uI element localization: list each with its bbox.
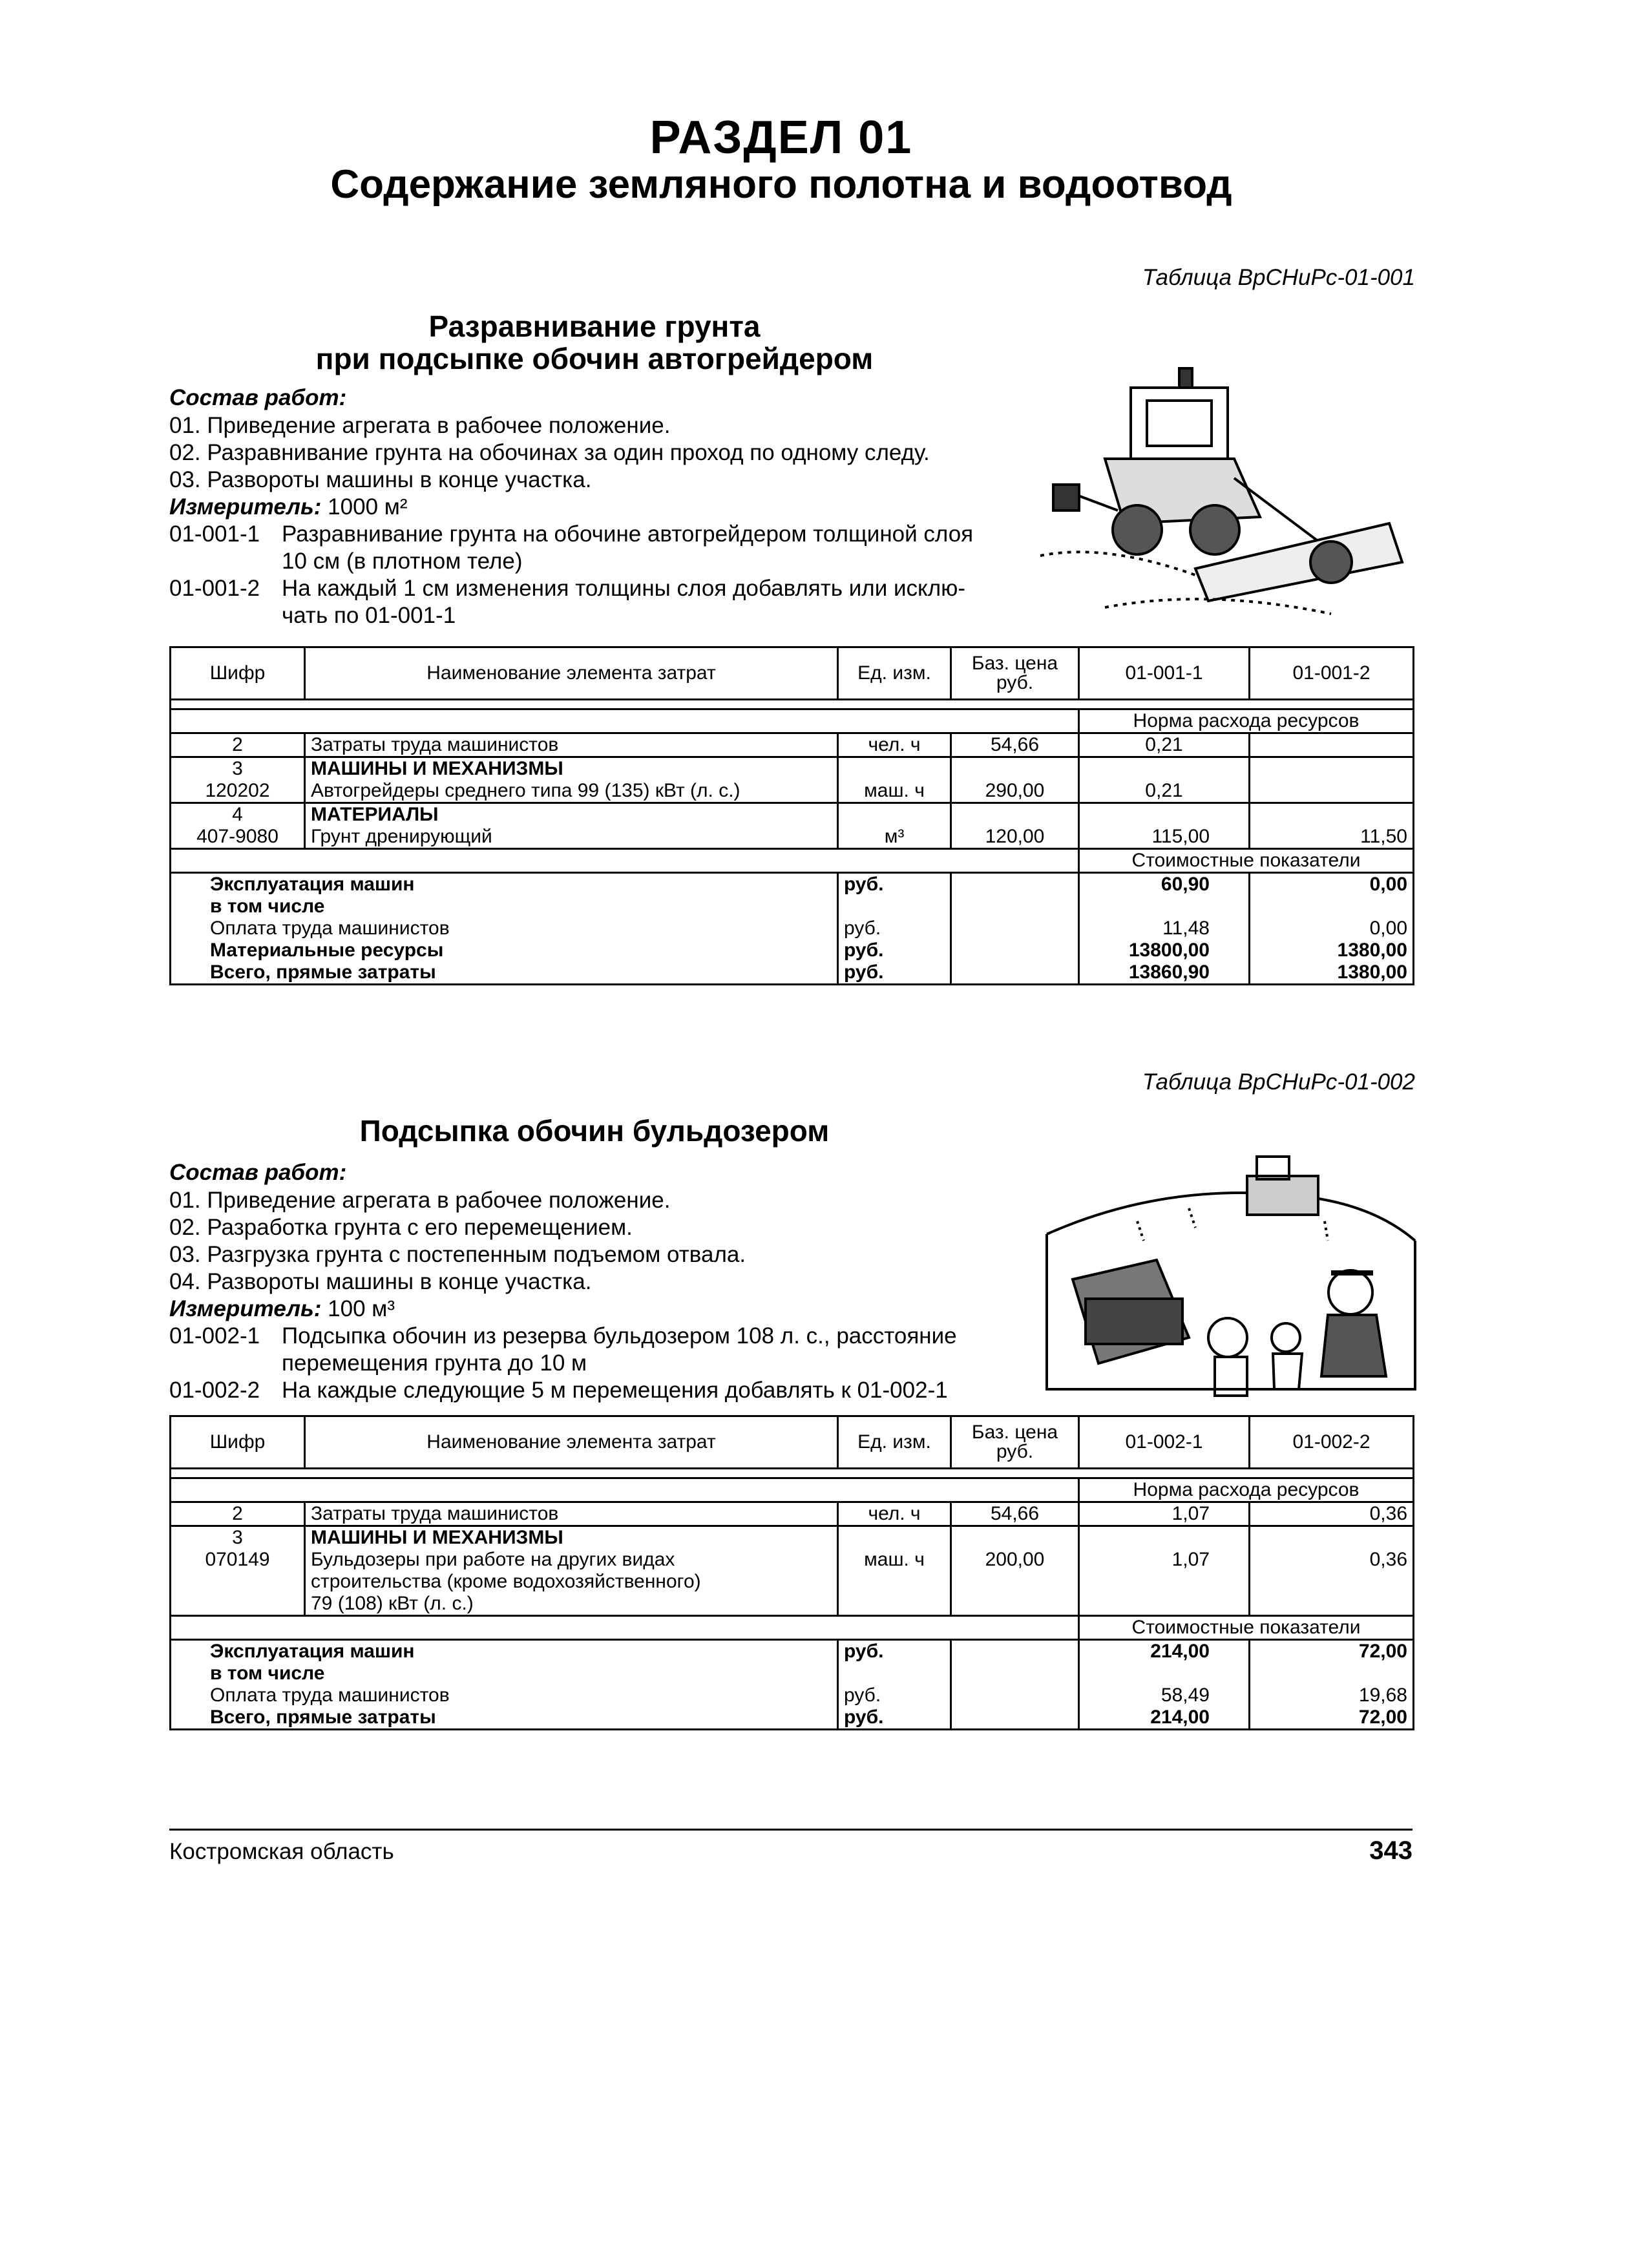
item-text-cont: 10 см (в плотном теле) — [282, 549, 523, 574]
norm-subheader: Норма расхода ресурсов — [1079, 709, 1414, 733]
motor-grader-illustration — [1027, 362, 1415, 633]
row-norm1: 0,21 — [1079, 733, 1250, 757]
row-name-line: Бульдозеры при работе на других видах — [311, 1549, 675, 1570]
summary-row — [171, 1663, 1414, 1685]
summary-price — [951, 918, 1079, 940]
row-name: Автогрейдеры среднего типа 99 (135) кВт (л. с.) — [305, 780, 838, 803]
summary-value2 — [1250, 896, 1414, 918]
work-composition-label: Состав работ: — [169, 385, 347, 410]
summary-row — [171, 873, 1414, 896]
item-01-002-1 — [169, 1323, 1074, 1377]
row-code: 070149 — [171, 1549, 305, 1616]
summary-label: Эксплуатация машин — [171, 1640, 838, 1663]
item-code: 01-002-2 — [169, 1378, 260, 1403]
summary-label: Оплата труда машинистов — [171, 918, 838, 940]
col-header-name: Наименование элемента затрат — [305, 647, 838, 700]
measure-line — [169, 1296, 395, 1323]
work-step: 03. Развороты машины в конце участка. — [169, 467, 592, 492]
row-name: Затраты труда машинистов — [305, 733, 838, 757]
summary-row-total — [171, 1706, 1414, 1730]
summary-label: Всего, прямые затраты — [171, 1706, 838, 1730]
table-header-row — [171, 1416, 1414, 1469]
summary-label: в том числе — [171, 896, 838, 918]
table-row — [171, 780, 1414, 803]
col-header-norm2: 01-001-2 — [1250, 647, 1414, 700]
row-price — [951, 757, 1079, 781]
row-name — [305, 1549, 838, 1616]
norms-table-01-001 — [169, 646, 1414, 985]
row-price — [951, 803, 1079, 826]
table-row — [171, 803, 1414, 826]
row-unit: чел. ч — [838, 1502, 951, 1526]
item-code: 01-001-2 — [169, 576, 260, 601]
row-code: 2 — [171, 1502, 305, 1526]
row-price: 200,00 — [951, 1549, 1079, 1616]
row-code: 3 — [171, 1526, 305, 1549]
row-unit: чел. ч — [838, 733, 951, 757]
blank-cell — [171, 709, 1079, 733]
work-step: 03. Разгрузка грунта с постепенным подъемом отвала. — [169, 1242, 746, 1267]
col-header-price: Баз. цена руб. — [951, 647, 1079, 700]
summary-value1: 13860,90 — [1079, 961, 1250, 985]
measure-label: Измеритель: — [169, 494, 322, 520]
summary-row-total — [171, 961, 1414, 985]
summary-row — [171, 918, 1414, 940]
summary-row — [171, 1640, 1414, 1663]
row-price — [951, 1526, 1079, 1549]
summary-unit: руб. — [838, 961, 951, 985]
row-name: Затраты труда машинистов — [305, 1502, 838, 1526]
summary-value2: 72,00 — [1250, 1706, 1414, 1730]
row-unit — [838, 757, 951, 781]
item-code: 01-001-1 — [169, 521, 260, 547]
spacer-row — [171, 700, 1414, 709]
summary-row — [171, 940, 1414, 961]
measure-line — [169, 494, 407, 521]
row-price: 54,66 — [951, 1502, 1079, 1526]
summary-price — [951, 1663, 1079, 1685]
cost-subheader: Стоимостные показатели — [1079, 849, 1414, 873]
col-header-name: Наименование элемента затрат — [305, 1416, 838, 1469]
norm-subheader: Норма расхода ресурсов — [1079, 1478, 1414, 1502]
summary-price — [951, 1685, 1079, 1706]
table-row — [171, 733, 1414, 757]
summary-unit: руб. — [838, 1706, 951, 1730]
summary-value1 — [1079, 1663, 1250, 1685]
item-text-cont: перемещения грунта до 10 м — [282, 1350, 587, 1376]
col-header-norm1: 01-001-1 — [1079, 647, 1250, 700]
cost-subheader: Стоимостные показатели — [1079, 1616, 1414, 1640]
summary-value1: 60,90 — [1079, 873, 1250, 896]
row-price: 54,66 — [951, 733, 1079, 757]
row-unit — [838, 1526, 951, 1549]
row-name: Грунт дренирующий — [305, 826, 838, 849]
row-unit: м³ — [838, 826, 951, 849]
row-code: 2 — [171, 733, 305, 757]
item-code: 01-002-1 — [169, 1323, 260, 1349]
table-header-row — [171, 647, 1414, 700]
table1-title-line2: при подсыпке обочин автогрейдером — [315, 342, 874, 375]
row-norm2: 0,36 — [1250, 1502, 1414, 1526]
norms-table-01-002 — [169, 1415, 1414, 1730]
item-text: Подсыпка обочин из резерва бульдозером 108 л. с., расстояние — [282, 1323, 957, 1349]
table2-title: Подсыпка обочин бульдозером — [359, 1114, 830, 1148]
row-norm2 — [1250, 757, 1414, 781]
summary-value2: 0,00 — [1250, 918, 1414, 940]
summary-unit: руб. — [838, 873, 951, 896]
item-01-002-2 — [169, 1377, 1074, 1404]
summary-label: Всего, прямые затраты — [171, 961, 838, 985]
table-row — [171, 826, 1414, 849]
item-text: Разравнивание грунта на обочине автогрейдером толщиной слоя — [282, 521, 974, 547]
measure-label: Измеритель: — [169, 1296, 322, 1321]
row-code: 407-9080 — [171, 826, 305, 849]
summary-unit — [838, 896, 951, 918]
row-norm2 — [1250, 780, 1414, 803]
summary-unit: руб. — [838, 918, 951, 940]
summary-value1: 13800,00 — [1079, 940, 1250, 961]
work-composition-label: Состав работ: — [169, 1160, 347, 1185]
summary-value1: 58,49 — [1079, 1685, 1250, 1706]
table-ref-1: Таблица ВрСНиРс-01-001 — [1142, 265, 1415, 290]
row-norm1 — [1079, 1526, 1250, 1549]
summary-price — [951, 873, 1079, 896]
summary-row — [171, 896, 1414, 918]
summary-value2: 0,00 — [1250, 873, 1414, 896]
table-row — [171, 1526, 1414, 1549]
summary-unit: руб. — [838, 940, 951, 961]
summary-price — [951, 1706, 1079, 1730]
row-norm1 — [1079, 757, 1250, 781]
row-code: 120202 — [171, 780, 305, 803]
summary-label: Оплата труда машинистов — [171, 1685, 838, 1706]
summary-value1 — [1079, 896, 1250, 918]
row-group-name: МАТЕРИАЛЫ — [305, 803, 838, 826]
summary-unit: руб. — [838, 1640, 951, 1663]
summary-value2 — [1250, 1663, 1414, 1685]
blank-cell — [171, 849, 1079, 873]
section-subtitle: Содержание земляного полотна и водоотвод — [330, 162, 1232, 207]
summary-value2: 72,00 — [1250, 1640, 1414, 1663]
item-text: На каждые следующие 5 м перемещения добавлять к 01-002-1 — [282, 1378, 948, 1403]
row-group-name: МАШИНЫ И МЕХАНИЗМЫ — [305, 1526, 838, 1549]
spacer-row — [171, 1469, 1414, 1478]
summary-label: Материальные ресурсы — [171, 940, 838, 961]
table-row — [171, 1549, 1414, 1616]
summary-value2: 1380,00 — [1250, 961, 1414, 985]
summary-label: в том числе — [171, 1663, 838, 1685]
work-step: 04. Развороты машины в конце участка. — [169, 1269, 592, 1294]
summary-value2: 1380,00 — [1250, 940, 1414, 961]
row-unit — [838, 803, 951, 826]
row-norm2: 11,50 — [1250, 826, 1414, 849]
table-row — [171, 757, 1414, 781]
work-step: 02. Разравнивание грунта на обочинах за один проход по одному следу. — [169, 440, 930, 465]
row-unit: маш. ч — [838, 780, 951, 803]
row-norm2 — [1250, 803, 1414, 826]
col-header-norm2: 01-002-2 — [1250, 1416, 1414, 1469]
row-price: 120,00 — [951, 826, 1079, 849]
col-header-price: Баз. цена руб. — [951, 1416, 1079, 1469]
summary-value2: 19,68 — [1250, 1685, 1414, 1706]
summary-value1: 214,00 — [1079, 1640, 1250, 1663]
row-norm1: 115,00 — [1079, 826, 1250, 849]
col-header-unit: Ед. изм. — [838, 1416, 951, 1469]
col-header-norm1: 01-002-1 — [1079, 1416, 1250, 1469]
item-text: На каждый 1 см изменения толщины слоя добавлять или исклю- — [282, 576, 966, 601]
row-code: 3 — [171, 757, 305, 781]
row-norm1 — [1079, 803, 1250, 826]
item-text-cont: чать по 01-001-1 — [282, 603, 456, 628]
summary-value1: 214,00 — [1079, 1706, 1250, 1730]
summary-value1: 11,48 — [1079, 918, 1250, 940]
summary-price — [951, 940, 1079, 961]
row-name-line: строительства (кроме водохозяйственного) — [311, 1571, 701, 1592]
page-number: 343 — [1369, 1836, 1413, 1865]
measure-value: 1000 м² — [321, 494, 408, 520]
summary-price — [951, 1640, 1079, 1663]
row-price: 290,00 — [951, 780, 1079, 803]
footer-rule — [169, 1829, 1413, 1831]
blank-cell — [171, 1616, 1079, 1640]
row-norm2 — [1250, 1526, 1414, 1549]
col-header-unit: Ед. изм. — [838, 647, 951, 700]
row-norm2: 0,36 — [1250, 1549, 1414, 1616]
row-norm2 — [1250, 733, 1414, 757]
footer-region: Костромская область — [169, 1839, 394, 1864]
blank-cell — [171, 1478, 1079, 1502]
item-01-001-2 — [169, 575, 1074, 629]
row-norm1: 0,21 — [1079, 780, 1250, 803]
work-step: 02. Разработка грунта с его перемещением. — [169, 1215, 633, 1240]
row-norm1: 1,07 — [1079, 1502, 1250, 1526]
col-header-code: Шифр — [171, 647, 305, 700]
work-step: 01. Приведение агрегата в рабочее положение. — [169, 413, 671, 438]
row-name-line: 79 (108) кВт (л. с.) — [311, 1593, 474, 1614]
section-title: РАЗДЕЛ 01 — [649, 112, 913, 163]
row-group-name: МАШИНЫ И МЕХАНИЗМЫ — [305, 757, 838, 781]
work-step: 01. Приведение агрегата в рабочее положение. — [169, 1188, 671, 1213]
summary-unit — [838, 1663, 951, 1685]
summary-label: Эксплуатация машин — [171, 873, 838, 896]
summary-price — [951, 896, 1079, 918]
table-ref-2: Таблица ВрСНиРс-01-002 — [1142, 1069, 1415, 1095]
measure-value: 100 м³ — [321, 1296, 395, 1321]
row-norm1: 1,07 — [1079, 1549, 1250, 1616]
row-unit: маш. ч — [838, 1549, 951, 1616]
table1-title-line1: Разравнивание грунта — [428, 310, 761, 343]
item-01-001-1 — [169, 521, 1074, 575]
bulldozer-illustration — [1034, 1144, 1422, 1402]
summary-price — [951, 961, 1079, 985]
row-code: 4 — [171, 803, 305, 826]
col-header-code: Шифр — [171, 1416, 305, 1469]
summary-unit: руб. — [838, 1685, 951, 1706]
table-row — [171, 1502, 1414, 1526]
summary-row — [171, 1685, 1414, 1706]
